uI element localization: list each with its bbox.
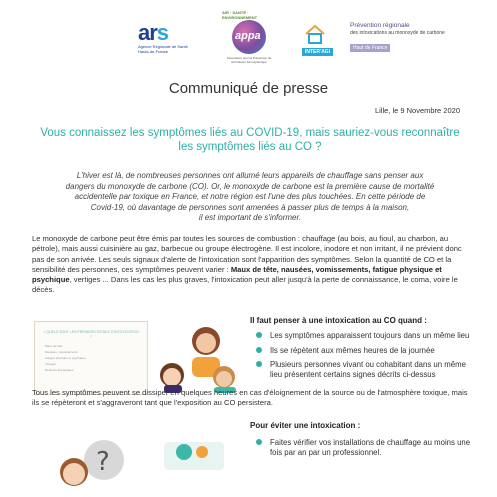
ars-logo	[138, 22, 198, 62]
bullet-dot-icon	[256, 361, 262, 367]
list-item-text: Ils se répètent aux mêmes heures de la journée	[270, 345, 435, 355]
ars-logo-sub1: Agence Régionale de Santé	[138, 44, 188, 49]
body1-symptoms-bold: Maux de tête, nausées, vomissements, fatigue physique et psychique	[32, 264, 442, 285]
press-date: Lille, le 9 Novembre 2020	[374, 106, 460, 115]
infographic-item: Maux de tête	[45, 344, 63, 348]
intro-line: dangers du monoxyde de carbone (CO). Or, le monoxyde de carbone est la première cause de mortalité	[65, 181, 435, 191]
infographic-card	[34, 321, 148, 395]
bullet-dot-icon	[256, 347, 262, 353]
headline: Vous connaissez les symptômes liés au COVID-19, mais sauriez-vous reconnaître les symptômes liés au CO ?	[40, 127, 460, 153]
interagi-logo	[298, 20, 336, 60]
page-title: Communiqué de presse	[168, 80, 329, 97]
question-mark-icon: ?	[96, 447, 110, 477]
symptoms-infographic	[34, 321, 242, 393]
list-item	[256, 438, 471, 457]
intro-line: Covid-19, où davantage de personnes sont amenées à passer plus de temps à la maison,	[90, 202, 410, 212]
question-illustration	[34, 418, 242, 497]
bullet-dot-icon	[256, 332, 262, 338]
infographic-item: Douleurs thoraciques	[45, 368, 74, 372]
body1-text-a: Le monoxyde de carbone peut être émis par toutes les sources de combustion : chauffage (au bois, au fioul, au charbon, au pétrole), mais aussi cuisinière au gaz, barbecue ou groupe électrogène. Il est incolore, inodore et non irritant, il ne prévient donc pas de son arrivée. Les seuls signaux d'alerte de l'intoxication sont l'apparition des symptômes. Selon la quantité de CO et la sensibilité des personnes, ces symptômes peuvent varier :	[32, 234, 462, 274]
avoid-list	[256, 438, 471, 462]
appa-word: appa	[235, 30, 261, 42]
person-faces-illustration	[152, 321, 242, 393]
intro-line: L'hiver est là, de nombreuses personnes ont allumé leurs appareils de chauffage sans penser aux	[76, 171, 424, 180]
prevention-region-badge: Haut de France	[350, 44, 390, 52]
list-item-text: Les symptômes apparaissent toujours dans un même lieu	[270, 331, 470, 340]
intro-line: il est important de s'informer.	[198, 213, 302, 222]
house-icon	[304, 24, 326, 44]
appa-under-text: Association pour la Prévention de la Pollution Atmosphérique	[226, 56, 272, 64]
prevention-logo	[350, 22, 490, 62]
infographic-item: Fatigue physique et psychique	[45, 356, 86, 360]
infographic-item: Vertiges	[45, 362, 56, 366]
list-item	[256, 360, 471, 379]
infographic-title: > QUELS SONT LES PREMIERS SIGNES D'INTOXICATION ?	[43, 330, 139, 339]
prevention-subtitle: des intoxications au monoxyde de carbone	[350, 30, 445, 36]
ars-logo-word-b: s	[156, 20, 169, 45]
list-item-text: Plusieurs personnes vivant ou cohabitant dans un même lieu présentent certains signes décrits ci-dessus	[270, 360, 466, 379]
ars-logo-sub2: Hauts-de-France	[138, 49, 169, 54]
ars-logo-word	[138, 22, 198, 44]
body-paragraph-2: Tous les symptômes peuvent se dissiper en quelques heures en cas d'éloignement de la source ou de l'atmosphère toxique, mais ils se répèteront et s'aggraveront tant que l'exposition au CO persistera.	[32, 388, 468, 408]
question-illustration-art	[34, 418, 242, 497]
list-item	[256, 346, 471, 356]
prevention-title: Prévention régionale	[350, 22, 410, 29]
body1-text-b: , vertiges ... Dans les cas les plus graves, l'intoxication peut aller jusqu'à la perte de connaissance, le coma, voire le décès.	[32, 275, 458, 295]
ars-logo-word-a: ar	[138, 20, 157, 45]
bullet-dot-icon	[256, 439, 262, 445]
appa-ring-text: AIR · SANTÉ · ENVIRONNEMENT	[222, 10, 258, 20]
intro-paragraph	[42, 171, 458, 224]
suspect-heading: Il faut penser à une intoxication au CO quand :	[250, 316, 427, 325]
avoid-heading: Pour éviter une intoxication :	[250, 421, 361, 430]
infographic-item: Nausées, vomissements	[45, 350, 78, 354]
interagi-badge: INTER'AGI	[302, 48, 333, 56]
intro-line: accidentelle par toxique en France, et notre région est l'une des plus touchées. En cette période de	[74, 192, 426, 201]
suspect-list	[256, 331, 471, 384]
body-paragraph-1	[32, 234, 472, 296]
list-item	[256, 331, 471, 341]
list-item-text: Faites vérifier vos installations de chauffage au moins une fois par an par un professionnel.	[270, 438, 471, 457]
logos-row	[0, 8, 497, 68]
appa-logo	[218, 10, 278, 70]
